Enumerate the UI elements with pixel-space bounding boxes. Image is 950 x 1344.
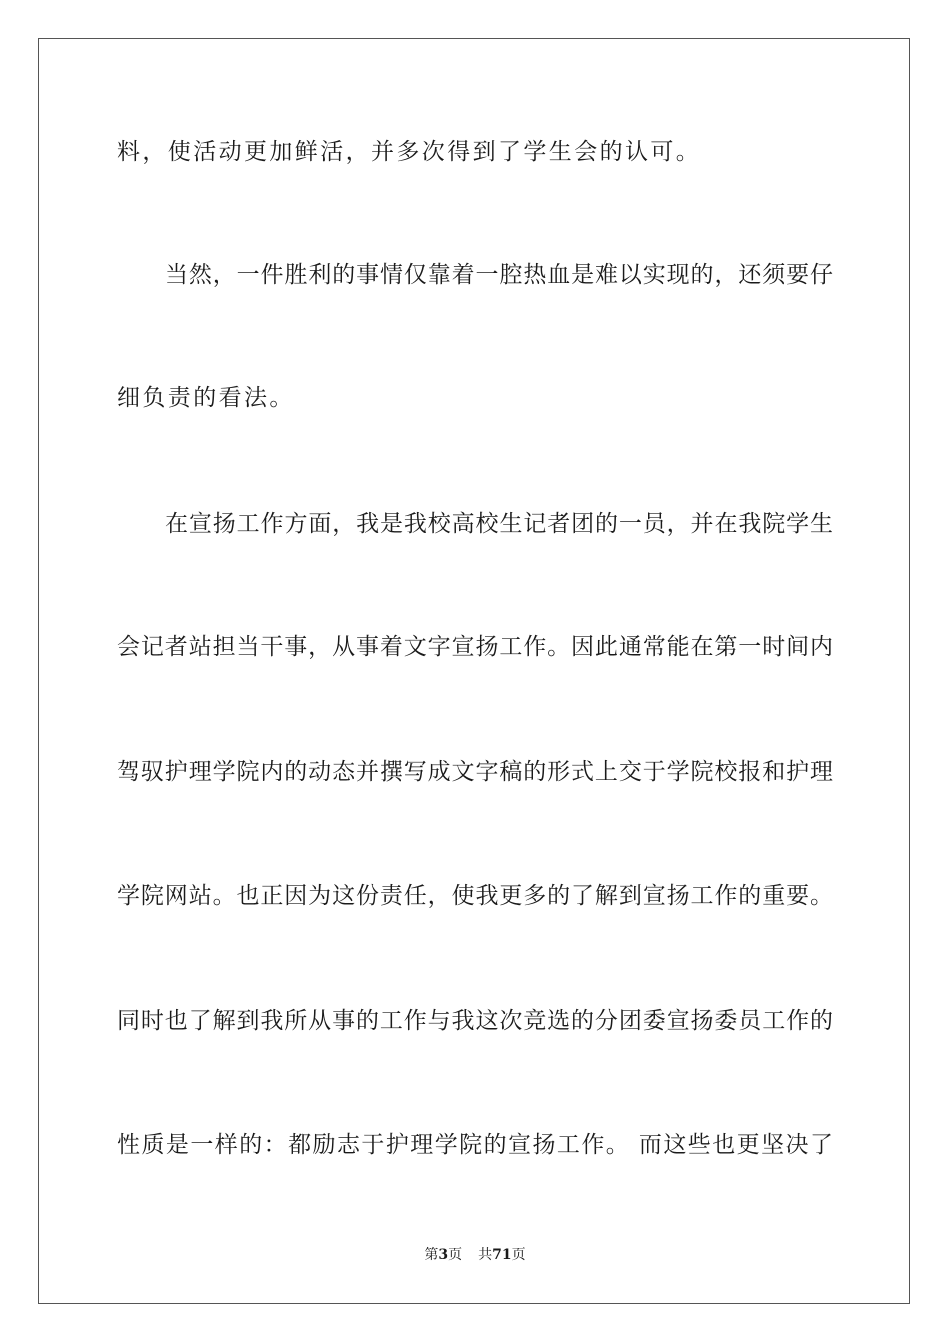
page-border — [38, 38, 910, 1304]
footer-page-suffix: 页 — [448, 1247, 463, 1263]
text-line-2: 当然，一件胜利的事情仅靠着一腔热血是难以实现的，还须要仔 — [165, 262, 833, 288]
page-footer — [0, 1246, 950, 1264]
text-line-5: 会记者站担当干事，从事着文字宣扬工作。因此通常能在第一时间内 — [117, 634, 833, 660]
text-line-8: 同时也了解到我所从事的工作与我这次竞选的分团委宣扬委员工作的 — [117, 1008, 833, 1034]
footer-page-prefix: 第 — [424, 1247, 439, 1263]
text-line-1: 料，使活动更加鲜活，并多次得到了学生会的认可。 — [117, 139, 702, 165]
footer-page-number: 3 — [438, 1247, 449, 1263]
text-line-7: 学院网站。也正因为这份责任，使我更多的了解到宣扬工作的重要。 — [117, 883, 833, 909]
text-line-9: 性质是一样的：都励志于护理学院的宣扬工作。 而这些也更坚决了 — [117, 1132, 833, 1158]
text-line-3: 细负责的看法。 — [117, 385, 295, 411]
text-line-4: 在宣扬工作方面，我是我校高校生记者团的一员，并在我院学生 — [165, 511, 833, 537]
footer-total-prefix: 共 — [478, 1247, 493, 1263]
text-line-6: 驾驭护理学院内的动态并撰写成文字稿的形式上交于学院校报和护理 — [117, 759, 833, 785]
footer-total-pages: 71 — [492, 1247, 512, 1263]
footer-total-suffix: 页 — [511, 1247, 526, 1263]
